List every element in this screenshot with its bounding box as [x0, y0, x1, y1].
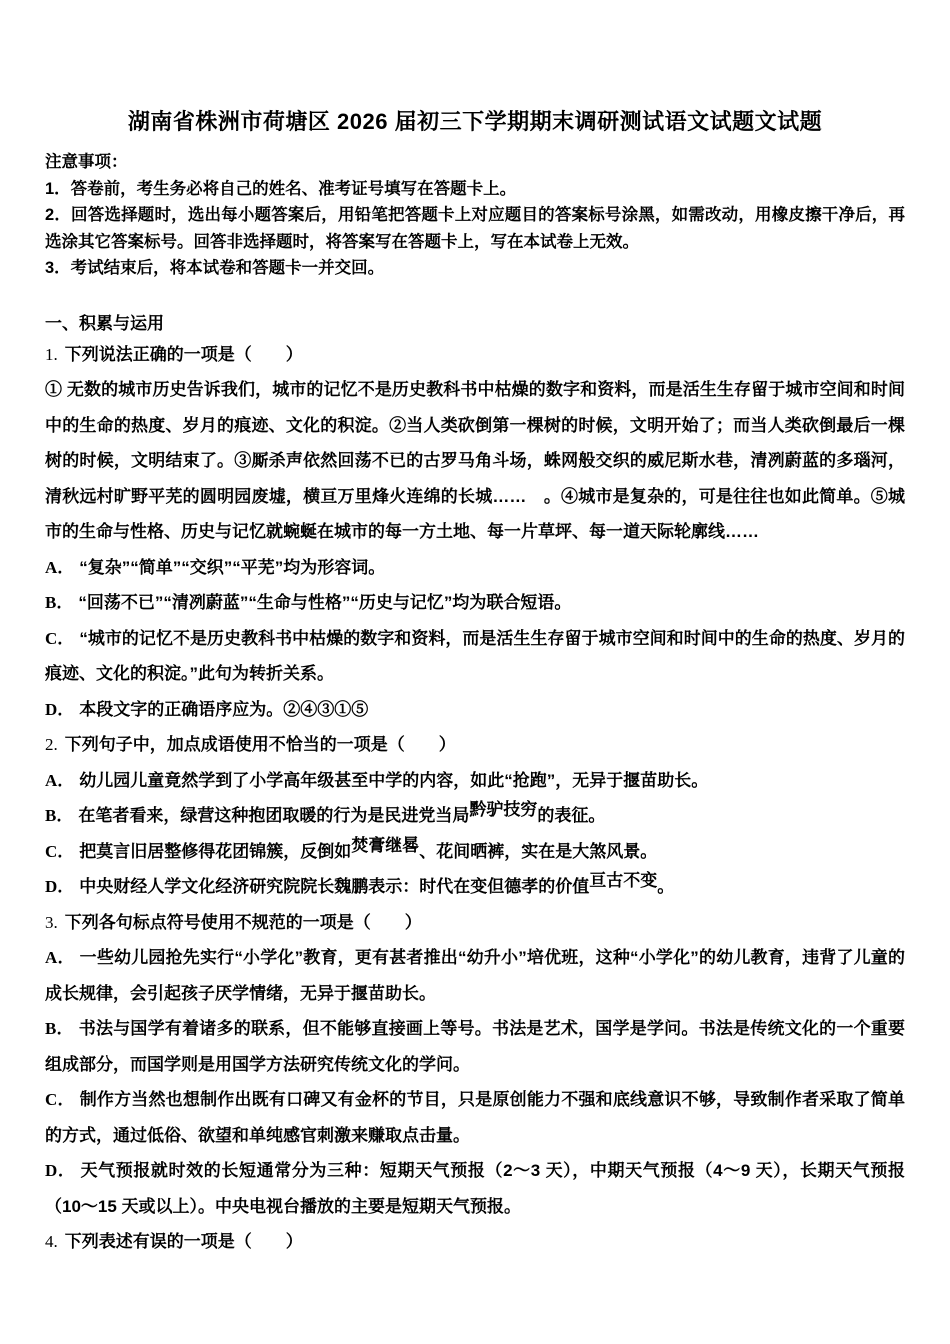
option-text: “城市的记忆不是历史教科书中枯燥的数字和资料，而是活生生存留于城市空间和时间中的生命的热度、岁月的痕迹、文化的积淀。”此句为转折关系。 — [45, 628, 905, 683]
option-text: 制作方当然也想制作出既有口碑又有金杯的节目，只是原创能力不强和底线意识不够，导致制作者采取了简单的方式，通过低俗、欲望和单纯感官刺激来赚取点击量。 — [45, 1090, 906, 1145]
emphasized-idiom: 黔驴技穷 — [469, 800, 538, 819]
option-label: B． — [45, 806, 74, 825]
emphasized-idiom: 亘古不变 — [589, 871, 658, 890]
question-1 — [45, 337, 905, 728]
option-row-a — [45, 763, 905, 799]
option-row-d — [45, 869, 905, 905]
question-passage: ① 无数的城市历史告诉我们，城市的记忆不是历史教科书中枯燥的数字和资料，而是活生生存留于城市空间和时间中的生命的热度、岁月的痕迹、文化的积淀。②当人类砍倒第一棵树的时候，文明开始了；而当人类砍倒最后一棵树的时候，文明结束了。③厮杀声依然回荡不已的古罗马角斗场，蛛网般交织的威尼斯水巷，清冽蔚蓝的多瑙河，清秋远村旷野平芜的圆明园废墟，横亘万里烽火连绵的长城…… 。④城市是复杂的，可是往往也如此简单。⑤城市的生命与性格、历史与记忆就蜿蜒在城市的每一方土地、每一片草坪、每一道天际轮廓线…… — [45, 380, 905, 541]
option-label: C． — [45, 628, 75, 648]
option-label: D． — [45, 877, 75, 896]
option-label: A． — [45, 557, 75, 577]
question-stem-text: 下列句子中，加点成语使用不恰当的一项是（ ） — [64, 735, 456, 754]
option-text: 在笔者看来，绿营这种抱团取暖的行为是民进党当局 — [78, 806, 470, 825]
question-4 — [45, 1224, 905, 1260]
option-row-b — [45, 585, 905, 621]
question-number: 1. — [45, 344, 58, 364]
question-stem — [45, 1224, 905, 1260]
notice-block — [45, 149, 905, 282]
option-text: 幼儿园儿童竟然学到了小学高年级甚至中学的内容，如此“抢跑”，无异于揠苗助长。 — [79, 770, 709, 790]
option-label: C． — [45, 841, 75, 861]
page-title: 湖南省株洲市荷塘区 2026 届初三下学期期末调研测试语文试题文试题 — [127, 109, 823, 134]
emphasized-idiom: 焚膏继晷 — [351, 835, 420, 855]
question-stem — [45, 337, 905, 373]
option-row-d — [45, 1153, 905, 1224]
question-number: 3. — [45, 912, 58, 932]
option-text: 、花间晒裤，实在是大煞风景。 — [419, 841, 658, 861]
question-number: 4. — [45, 1232, 58, 1251]
option-row-b — [45, 798, 905, 834]
option-label: B． — [45, 593, 74, 612]
option-row-a — [45, 550, 905, 586]
section-heading: 一、积累与运用 — [45, 313, 164, 333]
option-row-a — [45, 940, 905, 1011]
question-stem — [45, 727, 905, 763]
question-2 — [45, 727, 905, 905]
option-label: B． — [45, 1019, 74, 1038]
option-text: 的表征。 — [537, 806, 606, 825]
question-3 — [45, 905, 905, 1225]
option-label: C． — [45, 1090, 75, 1109]
option-text: 把莫言旧居整修得花团锦簇，反倒如 — [79, 841, 352, 861]
question-stem-text: 下列表述有误的一项是（ ） — [64, 1232, 303, 1251]
option-text: 一些幼儿园抢先实行“小学化”教育，更有甚者推出“幼升小”培优班，这种“小学化”的幼儿教育，违背了儿童的成长规律，会引起孩子厌学情绪，无异于揠苗助长。 — [45, 948, 905, 1003]
notice-item-2: 2．回答选择题时，选出每小题答案后，用铅笔把答题卡上对应题目的答案标号涂黑，如需改动，用橡皮擦干净后，再选涂其它答案标号。回答非选择题时，将答案写在答题卡上，写在本试卷上无效。 — [45, 206, 905, 251]
option-text: 。 — [657, 877, 675, 896]
option-label: D． — [45, 699, 75, 719]
option-text: “复杂”“简单”“交织”“平芜”均为形容词。 — [79, 557, 386, 577]
option-row-c — [45, 621, 905, 692]
option-label: A． — [45, 948, 75, 967]
question-stem-text: 下列说法正确的一项是（ ） — [64, 344, 303, 364]
option-row-c — [45, 1082, 905, 1153]
option-label: A． — [45, 770, 75, 790]
option-text: “回荡不已”“清冽蔚蓝”“生命与性格”“历史与记忆”均为联合短语。 — [78, 593, 572, 612]
notice-item-1: 1．答卷前，考生务必将自己的姓名、准考证号填写在答题卡上。 — [45, 179, 517, 198]
option-row-d — [45, 692, 905, 728]
option-text: 书法与国学有着诸多的联系，但不能够直接画上等号。书法是艺术，国学是学问。书法是传统文化的一个重要组成部分，而国学则是用国学方法研究传统文化的学问。 — [45, 1019, 906, 1074]
notice-item-3: 3．考试结束后，将本试卷和答题卡一并交回。 — [45, 259, 385, 277]
notice-heading: 注意事项： — [45, 153, 128, 171]
option-row-b — [45, 1011, 905, 1082]
question-number: 2. — [45, 735, 58, 754]
option-row-c — [45, 834, 905, 870]
option-label: D． — [45, 1161, 76, 1180]
option-text: 本段文字的正确语序应为。②④③①⑤ — [79, 699, 369, 719]
option-text: 天气预报就时效的长短通常分为三种：短期天气预报（2～3 天），中期天气预报（4～9 天），长期天气预报（10～15 天或以上）。中央电视台播放的主要是短期天气预报。 — [45, 1161, 905, 1216]
option-text: 中央财经人学文化经济研究院院长魏鹏表示：时代在变但德孝的价值 — [79, 877, 590, 896]
question-stem — [45, 905, 905, 941]
question-stem-text: 下列各句标点符号使用不规范的一项是（ ） — [64, 912, 422, 932]
